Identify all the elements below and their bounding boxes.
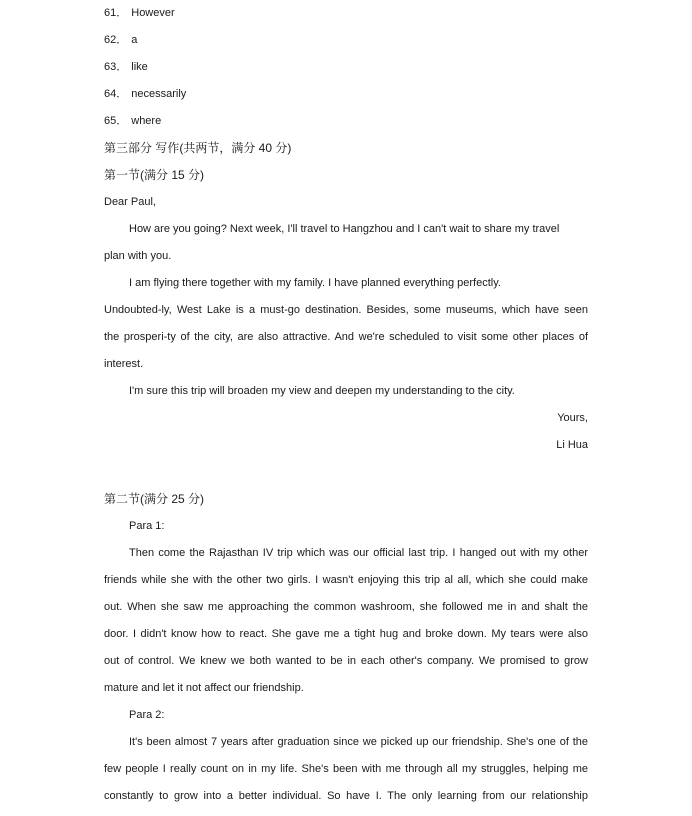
letter-line: How are you going? Next week, I'll travel to Hangzhou and I can't wait to share my travel (129, 223, 560, 235)
answer-text: necessarily (131, 88, 187, 100)
para-line: out of control. We knew we both wanted to be in each other's company. We promised to grow (104, 655, 588, 667)
para1 (104, 513, 588, 702)
para-line: Then come the Rajasthan IV trip which was our official last trip. I hanged out with my other (129, 547, 588, 559)
letter-line: Undoubted-ly, West Lake is a must-go destination. Besides, some museums, which have seen (104, 304, 588, 316)
answer-item (104, 108, 588, 135)
para2 (104, 702, 588, 810)
letter (104, 189, 588, 459)
para-label: Para 2: (129, 709, 165, 721)
answer-text: a (131, 34, 138, 46)
para-line: friends while she with the other two girls. I wasn't enjoying this trip al all, which she could make (104, 574, 588, 586)
answer-item (104, 0, 588, 27)
para-line: door. I didn't know how to react. She gave me a tight hug and broke down. My tears were also (104, 628, 588, 640)
answer-number: 63． (104, 61, 128, 73)
para-line: few people I really count on in my life. She's been with me through all my struggles, helping me (104, 763, 588, 775)
answer-item (104, 54, 588, 81)
letter-closing: Yours, (557, 412, 588, 424)
letter-line: plan with you. (104, 250, 172, 262)
para-line: mature and let it not affect our friendship. (104, 682, 304, 694)
answer-item (104, 81, 588, 108)
letter-line: I'm sure this trip will broaden my view and deepen my understanding to the city. (129, 385, 515, 397)
letter-line: I am flying there together with my family. I have planned everything perfectly. (129, 277, 501, 289)
answer-number: 65． (104, 115, 128, 127)
para-line: It's been almost 7 years after graduation since we picked up our friendship. She's one of the (129, 736, 588, 748)
answer-number: 64． (104, 88, 128, 100)
answer-list (104, 0, 588, 135)
answer-number: 62． (104, 34, 128, 46)
answer-item (104, 27, 588, 54)
para-line: out. When she saw me approaching the common washroom, she followed me in and shalt the (104, 601, 588, 613)
answer-text: like (131, 61, 148, 73)
answer-text: where (131, 115, 162, 127)
letter-line: interest. (104, 358, 144, 370)
letter-signature: Li Hua (556, 439, 588, 451)
para-label: Para 1: (129, 520, 165, 532)
answer-number: 61． (104, 7, 128, 19)
spacer (104, 459, 588, 486)
document-page (104, 0, 588, 810)
letter-greeting: Dear Paul, (104, 196, 156, 208)
section2-heading: 第二节(满分 25 分) (104, 492, 205, 506)
section1-heading: 第一节(满分 15 分) (104, 168, 205, 182)
letter-line: the prosperi-ty of the city, are also attractive. And we're scheduled to visit some other places of (104, 331, 588, 343)
para-line: constantly to grow into a better individual. So have I. The only learning from our relationship (104, 790, 588, 802)
answer-text: However (131, 7, 175, 19)
part3-heading: 第三部分 写作(共两节，满分 40 分) (104, 141, 292, 155)
